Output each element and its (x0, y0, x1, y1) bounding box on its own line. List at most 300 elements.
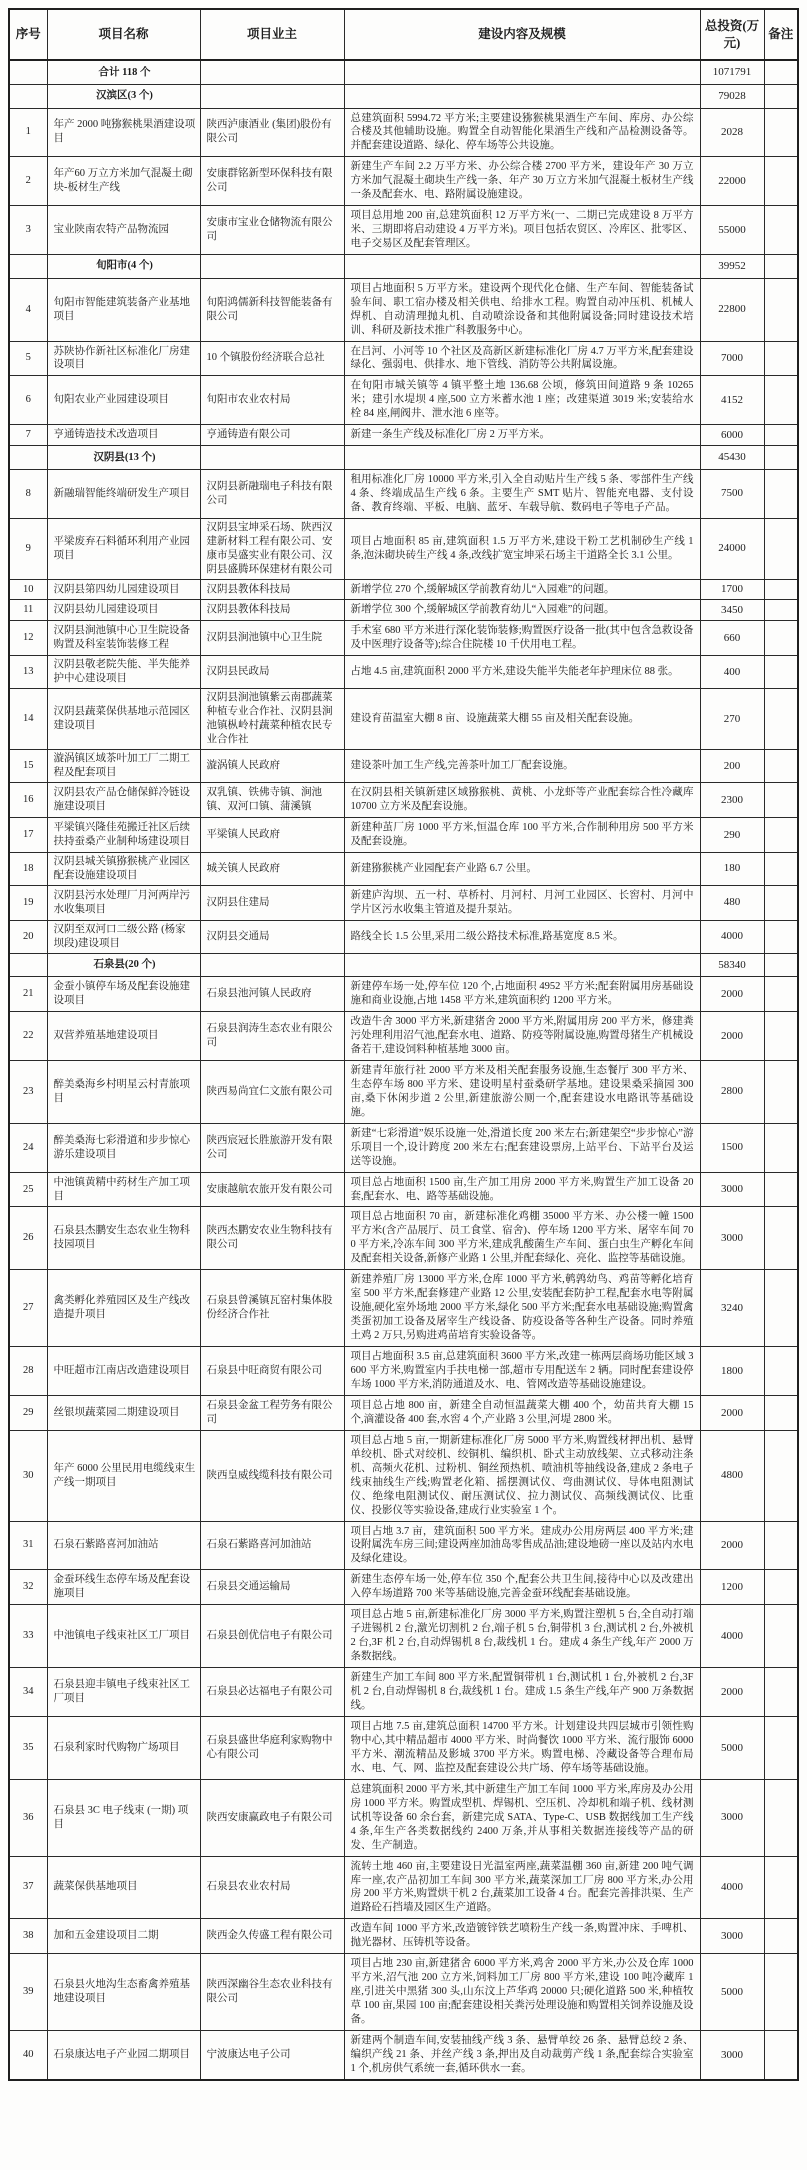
project-owner-cell (200, 84, 344, 108)
construction-content-cell: 项目总占地面积 70 亩，新建标准化鸡棚 35000 平方米、办公楼一幢 1500 平方米(含产品展厅、员工食堂、宿舍)、停车场 1200 平方米、屠宰车间 700 平方米,冷冻车间 300 平方米,建成乳酸菌生产车间、蛋白虫生产孵化车间及配套相关设备,新修产业路 1 公里,并配套绿化、亮化、监控等基础设施。 (344, 1207, 700, 1270)
table-row (9, 425, 798, 446)
remark-cell (764, 1919, 798, 1954)
summary-row (9, 60, 798, 84)
construction-content-cell (344, 255, 700, 279)
remark-cell (764, 920, 798, 953)
table-row (9, 1570, 798, 1605)
remark-cell (764, 953, 798, 977)
project-name-cell: 中旺超市江南店改造建设项目 (47, 1347, 200, 1396)
construction-content-cell: 项目总占地 5 亩,一期新建标准化厂房 5000 平方米,购置线材押出机、悬臂单绞机、卧式对绞机、绞铜机、编织机、卧式主动放线架、立式移动注条机、高频火花机、过粉机、铜丝预热机、喷油机等抽线设备,建成 2 条电子线束抽线生产线;购置老化箱、摇摆测试仪、弯曲测试仪、导体电阻测试仪、绝缘电阻测试仪、耐压测试仪、拉力测试仪、高频线测试仪、比重仪、投影仪等实验设备,建成行业实验室 1 个。 (344, 1430, 700, 1521)
investment-cell: 270 (700, 689, 764, 750)
project-name-cell: 丝银坝蔬菜园二期建设项目 (47, 1395, 200, 1430)
remark-cell (764, 206, 798, 255)
remark-cell (764, 108, 798, 157)
project-owner-cell: 陕西泸康酒业 (集团)股份有限公司 (200, 108, 344, 157)
investment-cell: 4000 (700, 1856, 764, 1919)
construction-content-cell (344, 953, 700, 977)
row-number-cell: 35 (9, 1716, 47, 1779)
project-owner-cell: 石泉县创优信电子有限公司 (200, 1605, 344, 1668)
table-row (9, 1123, 798, 1172)
project-owner-cell: 汉阴县涧池镇紫云南郡蔬菜种植专业合作社、汉阴县涧池镇枞岭村蔬菜种植农民专业合作社 (200, 689, 344, 750)
investment-cell: 4000 (700, 1605, 764, 1668)
project-name-cell: 蔬菜保供基地项目 (47, 1856, 200, 1919)
row-number-cell: 21 (9, 977, 47, 1012)
table-row (9, 600, 798, 621)
construction-content-cell (344, 446, 700, 470)
construction-content-cell: 项目占地 3.7 亩，建筑面积 500 平方米。建成办公用房两层 400 平方米;建设附属洗车房三间;建设两座加油岛零售成品油;建设地磅一座以及站内水电及绿化建设。 (344, 1521, 700, 1570)
project-name-cell: 宝业陕南农特产品物流园 (47, 206, 200, 255)
construction-content-cell: 新建一条生产线及标准化厂房 2 万平方米。 (344, 425, 700, 446)
remark-cell (764, 1395, 798, 1430)
construction-content-cell: 手术室 680 平方米进行深化装饰装修;购置医疗设备一批(其中包含急救设备及中医理疗设备等);综合住院楼 10 千伏用电工程。 (344, 621, 700, 656)
project-owner-cell: 石泉石紫路喜河加油站 (200, 1521, 344, 1570)
investment-cell: 3000 (700, 1919, 764, 1954)
project-name-cell: 汉阴县涧池镇中心卫生院设备购置及科室装饰装修工程 (47, 621, 200, 656)
investment-cell: 200 (700, 750, 764, 783)
table-row (9, 341, 798, 376)
project-owner-cell: 汉阴县民政局 (200, 656, 344, 689)
table-row (9, 1060, 798, 1123)
construction-content-cell: 总建筑面积 5994.72 平方米;主要建设猕猴桃果酒生产车间、库房、办公综合楼及其他辅助设施。购置全自动智能化果酒生产线和产品检测设备等。并配套建设道路、绿化、停车场等公共设施。 (344, 108, 700, 157)
project-name-cell: 汉阴县幼儿园建设项目 (47, 600, 200, 621)
row-number-cell: 11 (9, 600, 47, 621)
construction-content-cell: 项目占地面积 85 亩,建筑面积 1.5 万平方米,建设干粉工艺机制砂生产线 1 条,泡沫砌块砖生产线 4 条,改线扩宽宝坤采石场主干道路全长 3.1 公里。 (344, 518, 700, 579)
table-row (9, 885, 798, 920)
remark-cell (764, 2031, 798, 2080)
construction-content-cell: 占地 4.5 亩,建筑面积 2000 平方米,建设失能半失能老年护理床位 88 张。 (344, 656, 700, 689)
column-header-name: 项目名称 (47, 9, 200, 60)
remark-cell (764, 579, 798, 600)
construction-content-cell: 新建猕猴桃产业园配套产业路 6.7 公里。 (344, 852, 700, 885)
project-name-cell: 汉阴县(13 个) (47, 446, 200, 470)
project-owner-cell (200, 446, 344, 470)
construction-content-cell: 新建生态停车场一处,停车位 350 个,配套公共卫生间,接待中心以及改建出入停车场道路 700 米等基础设施,完善金蚕环线配套基础设施。 (344, 1570, 700, 1605)
table-row (9, 1395, 798, 1430)
row-number-cell: 15 (9, 750, 47, 783)
construction-content-cell: 项目总用地 200 亩,总建筑面积 12 万平方米(一、二期已完成建设 8 万平方米、三期即将启动建设 4 万平方米)。项目包括农贸区、冷库区、批零区、电子交易区及配套管理区。 (344, 206, 700, 255)
remark-cell (764, 885, 798, 920)
project-name-cell: 旬阳市智能建筑装备产业基地项目 (47, 278, 200, 341)
investment-cell: 3000 (700, 2031, 764, 2080)
remark-cell (764, 1172, 798, 1207)
table-row (9, 977, 798, 1012)
row-number-cell: 27 (9, 1270, 47, 1347)
row-number-cell: 12 (9, 621, 47, 656)
table-row (9, 689, 798, 750)
investment-cell: 1200 (700, 1570, 764, 1605)
table-row (9, 108, 798, 157)
investment-cell: 7500 (700, 469, 764, 518)
remark-cell (764, 376, 798, 425)
row-number-cell: 17 (9, 817, 47, 852)
remark-cell (764, 1270, 798, 1347)
table-row (9, 656, 798, 689)
construction-content-cell: 路线全长 1.5 公里,采用二级公路技术标准,路基宽度 8.5 米。 (344, 920, 700, 953)
project-name-cell: 旬阳农业产业园建设项目 (47, 376, 200, 425)
remark-cell (764, 750, 798, 783)
investment-cell: 79028 (700, 84, 764, 108)
table-row (9, 1856, 798, 1919)
project-name-cell: 金蚕环线生态停车场及配套设施项目 (47, 1570, 200, 1605)
project-name-cell: 亨通铸造技术改造项目 (47, 425, 200, 446)
project-name-cell: 汉阴县蔬菜保供基地示范园区建设项目 (47, 689, 200, 750)
project-owner-cell: 汉阴县宝坤采石场、陕西汉建新材料工程有限公司、安康市昊盛实业有限公司、汉阴县盛腾环保建材有限公司 (200, 518, 344, 579)
row-number-cell: 23 (9, 1060, 47, 1123)
investment-cell: 2800 (700, 1060, 764, 1123)
construction-content-cell: 新建两个制造车间,安装抽线产线 3 条、悬臂单绞 26 条、悬臂总绞 2 条、编织产线 21 条、并丝产线 3 条,押出及自动裁剪产线 1 条,配套综合实验室 1 个,机房供气系统一套,循环供水一套。 (344, 2031, 700, 2080)
investment-cell: 22000 (700, 157, 764, 206)
investment-cell: 2000 (700, 1521, 764, 1570)
table-row (9, 2031, 798, 2080)
row-number-cell: 22 (9, 1012, 47, 1061)
investment-cell: 4152 (700, 376, 764, 425)
column-header-no: 序号 (9, 9, 47, 60)
investment-cell: 2028 (700, 108, 764, 157)
remark-cell (764, 1570, 798, 1605)
construction-content-cell: 流转土地 460 亩,主要建设日光温室两座,蔬菜温棚 360 亩,新建 200 吨气调库一座,农产品初加工车间 300 平方米,蔬菜深加工厂房 800 平方米,办公用房 200 平方米,购置烘干机 2 台,蔬菜加工设备 4 台。配套完善排洪渠、生产道路砼石挡墙及园区生产道路。 (344, 1856, 700, 1919)
investment-cell: 7000 (700, 341, 764, 376)
table-row (9, 1954, 798, 2031)
project-owner-cell: 亨通铸造有限公司 (200, 425, 344, 446)
remark-cell (764, 1430, 798, 1521)
remark-cell (764, 1207, 798, 1270)
construction-content-cell: 项目总占地面积 1500 亩,生产加工用房 2000 平方米,购置生产加工设备 20 套,配套水、电、路等基础设施。 (344, 1172, 700, 1207)
remark-cell (764, 1856, 798, 1919)
project-owner-cell: 石泉县必达福电子有限公司 (200, 1668, 344, 1717)
construction-content-cell: 项目占地面积 5 万平方米。建设两个现代化仓储、生产车间、智能装备试验车间、职工宿办楼及相关供电、给排水工程。购置自动冲压机、机械人焊机、自动清理抛丸机、自动喷涂设备和其他附属设备;同时建设技术培训、科研及新技术推广科教服务中心。 (344, 278, 700, 341)
table-row (9, 1172, 798, 1207)
investment-cell: 3000 (700, 1779, 764, 1856)
row-number-cell: 30 (9, 1430, 47, 1521)
project-owner-cell: 陕西杰鹏安农业生物科技有限公司 (200, 1207, 344, 1270)
construction-content-cell: 租用标准化厂房 10000 平方米,引入全自动贴片生产线 5 条、零部件生产线 4 条、终端成品生产线 6 条。主要生产 SMT 贴片、智能充电器、支付设备、教育终端、平板、电脑、蓝牙、车载导航、数码电子等电子产品。 (344, 469, 700, 518)
row-number-cell: 25 (9, 1172, 47, 1207)
project-owner-cell: 石泉县曾溪镇瓦窑村集体股份经济合作社 (200, 1270, 344, 1347)
investment-cell: 480 (700, 885, 764, 920)
construction-content-cell: 新建青年旅行社 2000 平方米及相关配套服务设施,生态餐厅 300 平方米、生态停车场 800 平方米、建设明星村蚕桑研学基地。建设果桑采摘园 300 亩,桑下休闲步道 2 公里,新建旅游公厕一个,配套建设水电路讯等基础设施。 (344, 1060, 700, 1123)
construction-content-cell: 改造牛舍 3000 平方米,新建猪舍 2000 平方米,附属用房 200 平方米，修建粪污处理利用沼气池,配套水电、道路、防疫等附属设施,购置母猪生产机械设备若干,建设饲料种植基地 3000 亩。 (344, 1012, 700, 1061)
remark-cell (764, 1012, 798, 1061)
project-owner-cell: 汉阴县教体科技局 (200, 600, 344, 621)
remark-cell (764, 689, 798, 750)
remark-cell (764, 852, 798, 885)
table-row (9, 852, 798, 885)
table-row (9, 157, 798, 206)
project-name-cell: 汉阴至双河口二级公路 (杨家坝段)建设项目 (47, 920, 200, 953)
project-owner-cell: 石泉县交通运输局 (200, 1570, 344, 1605)
remark-cell (764, 1779, 798, 1856)
project-owner-cell (200, 953, 344, 977)
project-name-cell: 汉阴县敬老院失能、半失能养护中心建设项目 (47, 656, 200, 689)
remark-cell (764, 341, 798, 376)
construction-content-cell: 新建生产加工车间 800 平方米,配置铜带机 1 台,测试机 1 台,外被机 2 台,3F 机 2 台,自动焊锡机 8 台,裁线机 1 台。建成 1.5 条生产线,年产 900 万条数据线。 (344, 1668, 700, 1717)
project-owner-cell: 陕西金久传盛工程有限公司 (200, 1919, 344, 1954)
remark-cell (764, 469, 798, 518)
row-number-cell: 9 (9, 518, 47, 579)
remark-cell (764, 621, 798, 656)
project-owner-cell: 汉阴县涧池镇中心卫生院 (200, 621, 344, 656)
construction-content-cell: 项目占地 7.5 亩,建筑总面积 14700 平方米。计划建设共四层城市引领性购物中心,其中精品超市 4000 平方米、时尚餐饮 1000 平方米、流行服饰 6000 平方米、潮流精品及影城 3700 平方米。购置电梯、冷藏设备等合理布局水、电、气、网、监控及配套建设公共广场、停车场等基础设施。 (344, 1716, 700, 1779)
investment-cell: 4000 (700, 920, 764, 953)
row-number-cell: 14 (9, 689, 47, 750)
section-row (9, 84, 798, 108)
investment-cell: 180 (700, 852, 764, 885)
investment-cell: 290 (700, 817, 764, 852)
project-owner-cell: 平梁镇人民政府 (200, 817, 344, 852)
row-number-cell: 20 (9, 920, 47, 953)
remark-cell (764, 782, 798, 817)
construction-content-cell: 建设育苗温室大棚 8 亩、设施蔬菜大棚 55 亩及相关配套设施。 (344, 689, 700, 750)
table-row (9, 1521, 798, 1570)
remark-cell (764, 1123, 798, 1172)
construction-content-cell: 新建生产车间 2.2 万平方米、办公综合楼 2700 平方米，建设年产 30 万立方米加气混凝土砌块生产线一条、年产 30 万立方米加气混凝土板材生产线一条及配套水、电、路附属设施建设。 (344, 157, 700, 206)
investment-cell: 45430 (700, 446, 764, 470)
project-name-cell: 中池镇电子线束社区工厂项目 (47, 1605, 200, 1668)
table-row (9, 1919, 798, 1954)
project-name-cell: 汉阴县农产品仓储保鲜冷链设施建设项目 (47, 782, 200, 817)
project-owner-cell: 陕西易尚宜仁文旅有限公司 (200, 1060, 344, 1123)
row-number-cell: 2 (9, 157, 47, 206)
project-owner-cell (200, 255, 344, 279)
column-header-investment: 总投资(万元) (700, 9, 764, 60)
row-number-cell: 31 (9, 1521, 47, 1570)
table-row (9, 782, 798, 817)
project-name-cell: 平梁镇兴隆佳苑搬迁社区后续扶持蚕桑产业制种场建设项目 (47, 817, 200, 852)
row-number-cell: 26 (9, 1207, 47, 1270)
table-row (9, 1605, 798, 1668)
table-row (9, 817, 798, 852)
project-name-cell: 石泉县(20 个) (47, 953, 200, 977)
project-owner-cell: 石泉县润涛生态农业有限公司 (200, 1012, 344, 1061)
project-owner-cell: 10 个镇股份经济联合总社 (200, 341, 344, 376)
construction-content-cell: 项目总占地 5 亩,新建标准化厂房 3000 平方米,购置注塑机 5 台,全自动打端子进锡机 2 台,激光切割机 2 台,端子机 5 台,铜带机 3 台,测试机 2 台,外被机 2 台,3F 机 2 台,自动焊锡机 8 台,裁线机 1 台。建成 4 条生产线,年产 2000 万条数据线。 (344, 1605, 700, 1668)
table-row (9, 1779, 798, 1856)
row-number-cell: 39 (9, 1954, 47, 2031)
construction-content-cell: 项目占地面积 3.5 亩,总建筑面积 3600 平方米,改建一栋两层商场功能区域 3600 平方米,购置室内手扶电梯一部,超市专用配送车 2 辆。同时配套建设停车场 1000 平方米,消防通道及水、电、管网改造等基础设施建设。 (344, 1347, 700, 1396)
row-number-cell: 24 (9, 1123, 47, 1172)
row-number-cell: 19 (9, 885, 47, 920)
table-header-row (9, 9, 798, 60)
investment-cell: 1700 (700, 579, 764, 600)
table-row (9, 206, 798, 255)
project-name-cell: 漩涡镇区域茶叶加工厂二期工程及配套项目 (47, 750, 200, 783)
section-row (9, 953, 798, 977)
project-owner-cell: 双乳镇、铁佛寺镇、涧池镇、双河口镇、蒲溪镇 (200, 782, 344, 817)
investment-cell: 2000 (700, 977, 764, 1012)
project-owner-cell: 陕西安康赢政电子有限公司 (200, 1779, 344, 1856)
row-number-cell: 29 (9, 1395, 47, 1430)
table-row (9, 920, 798, 953)
row-number-cell (9, 84, 47, 108)
row-number-cell: 5 (9, 341, 47, 376)
project-owner-cell: 石泉县盛世华庭利家购物中心有限公司 (200, 1716, 344, 1779)
remark-cell (764, 1060, 798, 1123)
remark-cell (764, 1347, 798, 1396)
table-row (9, 750, 798, 783)
project-name-cell: 汉阴县第四幼儿园建设项目 (47, 579, 200, 600)
remark-cell (764, 1954, 798, 2031)
project-name-cell: 合计 118 个 (47, 60, 200, 84)
investment-cell: 3000 (700, 1207, 764, 1270)
table-body (9, 60, 798, 2080)
remark-cell (764, 1716, 798, 1779)
investment-cell: 4800 (700, 1430, 764, 1521)
project-owner-cell: 安康越航农旅开发有限公司 (200, 1172, 344, 1207)
remark-cell (764, 977, 798, 1012)
row-number-cell: 33 (9, 1605, 47, 1668)
project-owner-cell: 汉阴县教体科技局 (200, 579, 344, 600)
project-name-cell: 金蚕小镇停车场及配套设施建设项目 (47, 977, 200, 1012)
construction-content-cell: 新增学位 270 个,缓解城区学前教育幼儿“入园难”的问题。 (344, 579, 700, 600)
construction-content-cell: 建设茶叶加工生产线,完善茶叶加工厂配套设施。 (344, 750, 700, 783)
project-name-cell: 石泉县迎丰镇电子线束社区工厂项目 (47, 1668, 200, 1717)
table-row (9, 1430, 798, 1521)
table-row (9, 469, 798, 518)
row-number-cell: 6 (9, 376, 47, 425)
project-owner-cell: 安康群铭新型环保科技有限公司 (200, 157, 344, 206)
row-number-cell: 37 (9, 1856, 47, 1919)
investment-cell: 24000 (700, 518, 764, 579)
section-row (9, 446, 798, 470)
project-name-cell: 双营养殖基地建设项目 (47, 1012, 200, 1061)
table-row (9, 1347, 798, 1396)
remark-cell (764, 1668, 798, 1717)
project-name-cell: 年产 6000 公里民用电缆线束生产线一期项目 (47, 1430, 200, 1521)
remark-cell (764, 84, 798, 108)
remark-cell (764, 278, 798, 341)
row-number-cell: 40 (9, 2031, 47, 2080)
row-number-cell (9, 953, 47, 977)
project-name-cell: 石泉县火地沟生态畜禽养殖基地建设项目 (47, 1954, 200, 2031)
construction-content-cell (344, 84, 700, 108)
table-row (9, 1716, 798, 1779)
construction-content-cell: 新建停车场一处,停车位 120 个,占地面积 4952 平方米;配套附属用房基础设施和商业设施,占地 1458 平方米,建筑面积约 1200 平方米。 (344, 977, 700, 1012)
project-name-cell: 中池镇黄精中药材生产加工项目 (47, 1172, 200, 1207)
project-owner-cell: 石泉县池河镇人民政府 (200, 977, 344, 1012)
project-owner-cell: 陕西宸冠长胜旅游开发有限公司 (200, 1123, 344, 1172)
project-name-cell: 年产60 万立方米加气混凝土砌块-板材生产线 (47, 157, 200, 206)
investment-cell: 400 (700, 656, 764, 689)
project-name-cell: 汉阴县污水处理厂月河两岸污水收集项目 (47, 885, 200, 920)
construction-content-cell: 在汉阴县相关镇新建区域猕猴桃、黄桃、小龙虾等产业配套综合性冷藏库 10700 立方米及配套设施。 (344, 782, 700, 817)
project-name-cell: 新融瑞智能终端研发生产项目 (47, 469, 200, 518)
row-number-cell: 38 (9, 1919, 47, 1954)
row-number-cell: 7 (9, 425, 47, 446)
row-number-cell: 10 (9, 579, 47, 600)
project-name-cell: 石泉县 3C 电子线束 (一期) 项目 (47, 1779, 200, 1856)
construction-content-cell: 改造车间 1000 平方米,改造镀锌铁艺喷粉生产线一条,购置冲床、手啤机、抛光器材、压铸机等设备。 (344, 1919, 700, 1954)
construction-content-cell: 新建庐沟坝、五一村、草桥村、月河村、月河工业园区、长窖村、月河中学片区污水收集主管道及提升泵站。 (344, 885, 700, 920)
investment-cell: 2000 (700, 1012, 764, 1061)
project-owner-cell: 宁波康达电子公司 (200, 2031, 344, 2080)
project-name-cell: 年产 2000 吨猕猴桃果酒建设项目 (47, 108, 200, 157)
project-name-cell: 平梁废弃石料循环利用产业园项目 (47, 518, 200, 579)
project-owner-cell: 陕西皇威线缆科技有限公司 (200, 1430, 344, 1521)
investment-cell: 660 (700, 621, 764, 656)
remark-cell (764, 656, 798, 689)
construction-content-cell: 项目占地 230 亩,新建猪舍 6000 平方米,鸡舍 2000 平方米,办公及仓库 1000 平方米,沼气池 200 立方米,饲料加工厂房 800 平方米,建设 100 吨冷藏库 1 座,引进关中黑猪 300 头,山东汶上芦华鸡 20000 只;硬化道路 500 米,种植牧草 100 亩,果园 100 亩;配套建设相关粪污处理设施和购置相关饲养设施及设备。 (344, 1954, 700, 2031)
remark-cell (764, 1521, 798, 1570)
column-header-remark: 备注 (764, 9, 798, 60)
investment-cell: 22800 (700, 278, 764, 341)
project-name-cell: 石泉县杰鹏安生态农业生物科技园项目 (47, 1207, 200, 1270)
remark-cell (764, 600, 798, 621)
construction-content-cell: 在吕河、小河等 10 个社区及高新区新建标准化厂房 4.7 万平方米,配套建设绿化、强弱电、供排水、地下管线、消防等公共附属设施。 (344, 341, 700, 376)
table-row (9, 518, 798, 579)
table-row (9, 1012, 798, 1061)
project-name-cell: 石泉利家时代购物广场项目 (47, 1716, 200, 1779)
investment-cell: 5000 (700, 1954, 764, 2031)
table-row (9, 1207, 798, 1270)
column-header-content: 建设内容及规模 (344, 9, 700, 60)
investment-cell: 58340 (700, 953, 764, 977)
table-row (9, 278, 798, 341)
project-name-cell: 醉美桑海乡村明星云村青旅项目 (47, 1060, 200, 1123)
remark-cell (764, 157, 798, 206)
investment-cell: 2000 (700, 1395, 764, 1430)
investment-cell: 5000 (700, 1716, 764, 1779)
project-owner-cell: 城关镇人民政府 (200, 852, 344, 885)
investment-cell: 3450 (700, 600, 764, 621)
project-owner-cell: 石泉县农业农村局 (200, 1856, 344, 1919)
remark-cell (764, 60, 798, 84)
row-number-cell: 28 (9, 1347, 47, 1396)
row-number-cell: 4 (9, 278, 47, 341)
project-table (8, 8, 799, 2081)
construction-content-cell (344, 60, 700, 84)
investment-cell: 3240 (700, 1270, 764, 1347)
construction-content-cell: 新增学位 300 个,缓解城区学前教育幼儿“入园难”的问题。 (344, 600, 700, 621)
project-name-cell: 苏陕协作新社区标准化厂房建设项目 (47, 341, 200, 376)
project-owner-cell: 旬阳鸿儒新科技智能装备有限公司 (200, 278, 344, 341)
project-owner-cell: 石泉县中旺商贸有限公司 (200, 1347, 344, 1396)
remark-cell (764, 446, 798, 470)
table-row (9, 376, 798, 425)
project-name-cell: 加和五金建设项目二期 (47, 1919, 200, 1954)
project-owner-cell: 漩涡镇人民政府 (200, 750, 344, 783)
row-number-cell: 34 (9, 1668, 47, 1717)
row-number-cell: 18 (9, 852, 47, 885)
table-row (9, 1668, 798, 1717)
investment-cell: 2000 (700, 1668, 764, 1717)
project-owner-cell: 旬阳市农业农村局 (200, 376, 344, 425)
row-number-cell (9, 255, 47, 279)
investment-cell: 3000 (700, 1172, 764, 1207)
construction-content-cell: 新建种茧厂房 1000 平方米,恒温仓库 100 平方米,合作制种用房 500 平方米及配套设施。 (344, 817, 700, 852)
row-number-cell: 36 (9, 1779, 47, 1856)
column-header-owner: 项目业主 (200, 9, 344, 60)
row-number-cell: 13 (9, 656, 47, 689)
construction-content-cell: 在旬阳市城关镇等 4 镇平整土地 136.68 公顷，修筑田间道路 9 条 10265 米；建引水堤坝 4 座,500 立方米蓄水池 1 座；改建渠道 3019 米;安装给水栓 84 座,闸阀井、泄水池 6 座等。 (344, 376, 700, 425)
project-name-cell: 汉阴县城关镇猕猴桃产业园区配套设施建设项目 (47, 852, 200, 885)
construction-content-cell: 总建筑面积 2000 平方米,其中新建生产加工车间 1000 平方米,库房及办公用房 1000 平方米。购置成型机、焊锡机、空压机、冷却机和端子机、线材测试机等设备 60 余台套，新建完成 SATA、Type-C、USB 数据线加工生产线 4 条,年生产各类数据线约 2400 万条,并从事相关数据连接线等产品的研发、生产制造。 (344, 1779, 700, 1856)
project-owner-cell: 石泉县金盆工程劳务有限公司 (200, 1395, 344, 1430)
project-owner-cell: 汉阴县新融瑞电子科技有限公司 (200, 469, 344, 518)
row-number-cell (9, 60, 47, 84)
row-number-cell: 8 (9, 469, 47, 518)
remark-cell (764, 817, 798, 852)
remark-cell (764, 255, 798, 279)
project-name-cell: 石泉康达电子产业园二期项目 (47, 2031, 200, 2080)
project-owner-cell: 安康市宝业仓储物流有限公司 (200, 206, 344, 255)
remark-cell (764, 518, 798, 579)
project-name-cell: 汉滨区(3 个) (47, 84, 200, 108)
investment-cell: 1500 (700, 1123, 764, 1172)
investment-cell: 2300 (700, 782, 764, 817)
row-number-cell (9, 446, 47, 470)
construction-content-cell: 新建养殖厂房 13000 平方米,仓库 1000 平方米,鹌鹑幼鸟、鸡苗等孵化培育室 500 平方米,配套修建产业路 12 公里,安装配套防护工程,配套水电等附属设施,硬化室外场地 2000 平方米,绿化 500 平方米;配套水电基础设施;购置禽类蛋初加工设备及屠宰生产线设备、防疫设备等各种生产设备。同时养殖土鸡 2 万只,另购进鸡苗培育实验设备等。 (344, 1270, 700, 1347)
project-owner-cell: 汉阴县住建局 (200, 885, 344, 920)
